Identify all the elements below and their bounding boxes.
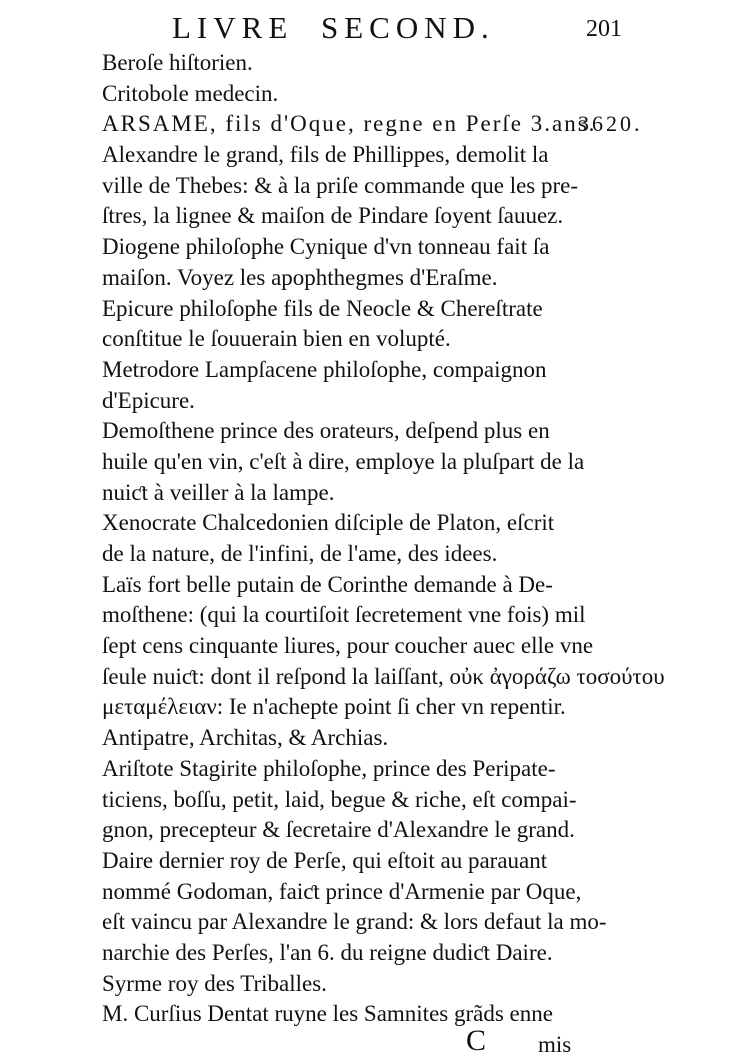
text-line: Diogene philoſophe Cynique d'vn tonneau fait ſa	[102, 234, 550, 260]
text-line: Syrme roy des Triballes.	[102, 970, 327, 996]
text-line: Critobole medecin.	[102, 80, 279, 106]
text-line: Beroſe hiſtorien.	[102, 50, 253, 75]
text-line: Metrodore Lampſacene philoſophe, compaignon	[102, 356, 547, 382]
text-line: maiſon. Voyez les apophthegmes d'Eraſme.	[102, 264, 498, 290]
page-number: 201	[586, 16, 622, 42]
text-line: Antipatre, Architas, & Archias.	[102, 725, 389, 751]
catchword: mis	[538, 1032, 572, 1057]
text-line: μεταμέλειαν: Ie n'achepte point ſi cher vn repentir.	[102, 694, 566, 720]
text-line: Alexandre le grand, fils de Phillippes, demolit la	[102, 142, 549, 168]
text-line: de la nature, de l'infini, de l'ame, des idees.	[102, 541, 498, 566]
text-line: d'Epicure.	[102, 387, 195, 413]
text-line: Demoſthene prince des orateurs, deſpend plus en	[102, 418, 550, 444]
text-line: huile qu'en vin, c'eſt à dire, employe la pluſpart de la	[102, 448, 585, 474]
page-header	[0, 10, 743, 50]
text-line: ticiens, boſſu, petit, laid, begue & riche, eſt compai-	[102, 786, 577, 812]
text-line: Xenocrate Chalcedonien diſciple de Platon, eſcrit	[102, 510, 555, 536]
text-line: moſthene: (qui la courtiſoit ſecretement vne fois) mil	[102, 602, 586, 628]
text-line: Epicure philoſophe fils de Neocle & Chereſtrate	[102, 295, 543, 321]
page-footer	[102, 1024, 572, 1061]
text-line: ſept cens cinquante liures, pour coucher auec elle vne	[102, 633, 594, 659]
text-line: Daire dernier roy de Perſe, qui eſtoit au parauant	[102, 847, 548, 873]
text-line: M. Curſius Dentat ruyne les Samnites grãds enne	[102, 1001, 553, 1027]
text-line: ſtres, la lignee & maiſon de Pindare ſoyent ſauuez.	[102, 203, 564, 229]
text-line: ARSAME, fils d'Oque, regne en Perſe 3.ans.	[102, 111, 597, 137]
text-line: Ariſtote Stagirite philoſophe, prince des Peripate-	[102, 755, 556, 781]
text-line: ſeule nuiƈt: dont il reſpond la laiſſant, οὐκ ἀγοράζω τοσούτου	[102, 663, 665, 689]
text-line: narchie des Perſes, l'an 6. du reigne dudiƈt Daire.	[102, 939, 553, 965]
text-line: ville de Thebes: & à la priſe commande que les pre-	[102, 172, 579, 198]
text-line: nommé Godoman, faiƈt prince d'Armenie par Oque,	[102, 878, 582, 904]
margin-year-note: 3620.	[578, 111, 643, 136]
signature-mark: C	[466, 1024, 487, 1057]
running-title: LIVRE SECOND.	[172, 10, 495, 45]
text-line: nuiƈt à veiller à la lampe.	[102, 479, 335, 505]
text-line: Laïs fort belle putain de Corinthe demande à De-	[102, 571, 553, 597]
text-line: conſtitue le ſouuerain bien en volupté.	[102, 326, 451, 352]
text-line: eſt vaincu par Alexandre le grand: & lors defaut la mo-	[102, 909, 607, 935]
text-line: gnon, precepteur & ſecretaire d'Alexandre le grand.	[102, 817, 575, 843]
